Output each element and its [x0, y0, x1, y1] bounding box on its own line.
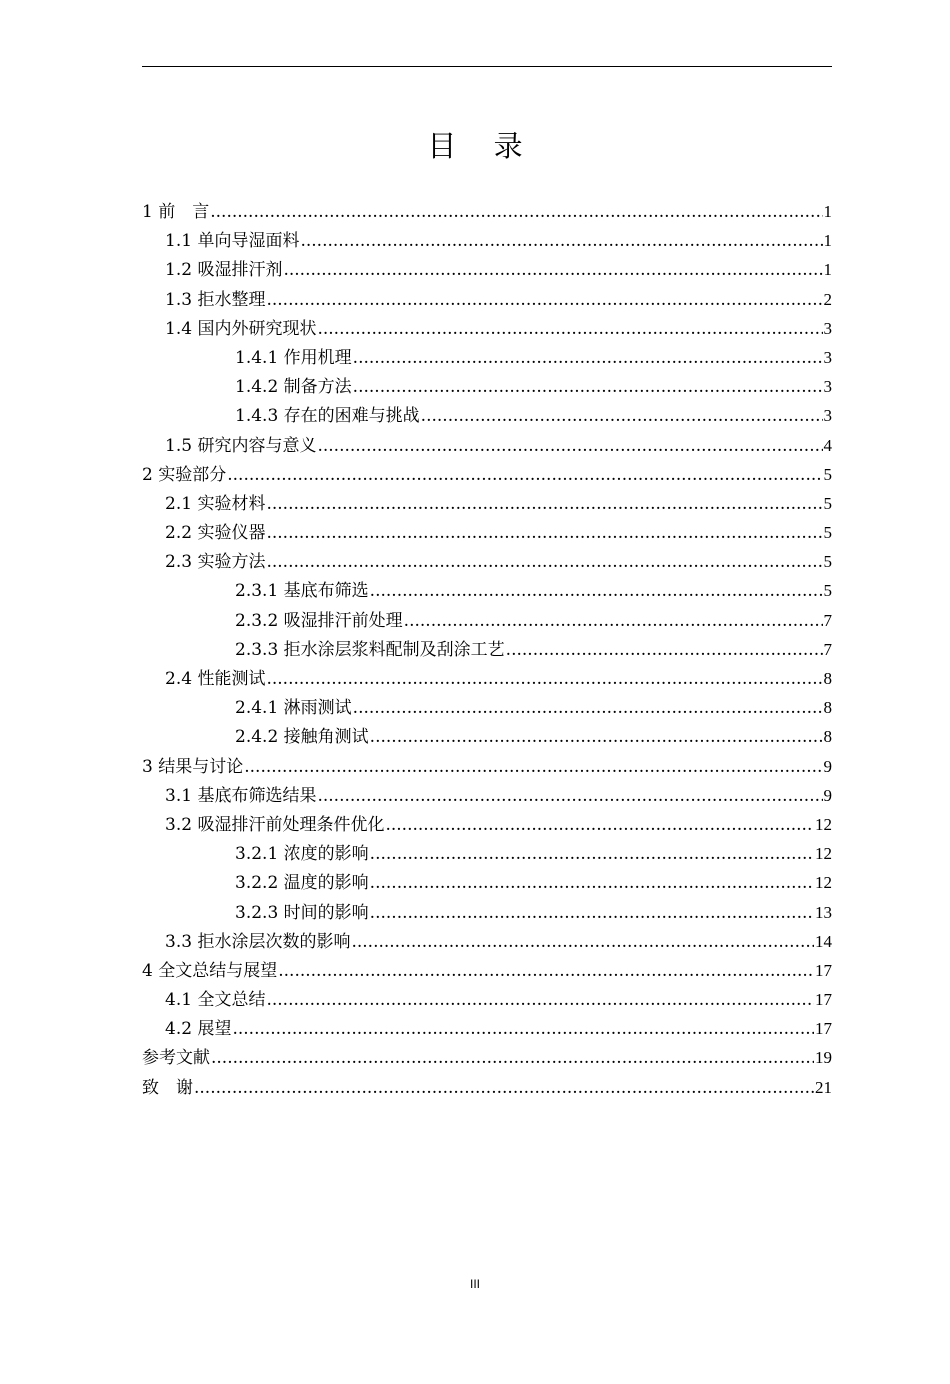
toc-entry-label: 1.4 国内外研究现状: [165, 318, 317, 339]
toc-entry-page: 12: [815, 814, 832, 834]
toc-entry-label: 2.3.2 吸湿排汗前处理: [235, 610, 403, 631]
toc-entry[interactable]: [142, 781, 832, 810]
toc-dot-leader: [266, 286, 822, 315]
toc-entry-label: 2.4 性能测试: [165, 669, 266, 689]
toc-dot-leader: [300, 227, 822, 256]
toc-dot-leader: [317, 432, 822, 461]
toc-entry[interactable]: [142, 635, 832, 664]
toc-entry[interactable]: [142, 285, 832, 314]
toc-entry-label: 3.1 基底布筛选结果: [165, 785, 317, 806]
toc-entry-label: 1.2 吸湿排汗剂: [165, 260, 283, 281]
toc-entry[interactable]: [142, 518, 832, 547]
toc-entry-label: 2.1 实验材料: [165, 493, 266, 514]
toc-entry[interactable]: [142, 1043, 832, 1072]
toc-entry-page: 5: [823, 464, 832, 484]
toc-entry[interactable]: [142, 664, 832, 693]
toc-entry[interactable]: [142, 956, 832, 985]
toc-dot-leader: [266, 665, 822, 694]
toc-entry-page: 3: [823, 347, 832, 367]
toc-entry-page: 7: [823, 639, 832, 659]
toc-dot-leader: [351, 928, 814, 957]
toc-entry-label: 4.2 展望: [165, 1019, 232, 1040]
toc-entry-page: 1: [823, 202, 832, 221]
toc-entry[interactable]: [142, 489, 832, 518]
toc-entry-label: 4 全文总结与展望: [142, 960, 278, 981]
toc-entry-label: 3.2.1 浓度的影响: [235, 844, 369, 865]
toc-entry[interactable]: [142, 693, 832, 722]
toc-entry-page: 17: [815, 960, 832, 980]
toc-entry[interactable]: [142, 255, 832, 284]
toc-entry-page: 1: [823, 231, 832, 251]
toc-dot-leader: [317, 315, 822, 344]
toc-entry[interactable]: [142, 1014, 832, 1043]
toc-entry-label: 1.3 拒水整理: [165, 289, 266, 310]
toc-entry-label: 2.3 实验方法: [165, 552, 266, 573]
toc-dot-leader: [370, 723, 823, 752]
toc-entry-page: 5: [823, 581, 832, 601]
toc-entry-page: 2: [823, 289, 832, 309]
toc-entry-label: 参考文献: [142, 1048, 210, 1069]
toc-entry[interactable]: [142, 898, 832, 927]
toc-entry-label: 3 结果与讨论: [142, 756, 244, 777]
toc-entry-label: 2.2 实验仪器: [165, 523, 266, 544]
toc-dot-leader: [506, 636, 823, 665]
toc-entry[interactable]: [142, 401, 832, 430]
toc-entry[interactable]: [142, 839, 832, 868]
toc-entry-page: 7: [823, 610, 832, 630]
toc-dot-leader: [266, 986, 814, 1015]
toc-dot-leader: [353, 344, 823, 373]
toc-entry-page: 5: [823, 552, 832, 572]
toc-entry-page: 13: [815, 902, 832, 922]
toc-entry-label: 2.4.2 接触角测试: [235, 727, 369, 748]
toc-entry[interactable]: [142, 314, 832, 343]
toc-entry[interactable]: [142, 606, 832, 635]
toc-entry[interactable]: [142, 1073, 832, 1102]
toc-entry-label: 致 谢: [142, 1077, 193, 1098]
toc-entry-page: 1: [823, 260, 832, 280]
toc-dot-leader: [232, 1015, 814, 1044]
toc-entry-label: 1.1 单向导湿面料: [165, 231, 300, 252]
toc-dot-leader: [353, 694, 823, 723]
toc-entry-page: 19: [815, 1048, 832, 1068]
toc-entry-label: 1.4.3 存在的困难与挑战: [235, 406, 420, 427]
toc-entry[interactable]: [142, 576, 832, 605]
toc-dot-leader: [227, 461, 822, 490]
toc-entry[interactable]: [142, 985, 832, 1014]
toc-dot-leader: [211, 1044, 814, 1073]
toc-entry-page: 12: [815, 844, 832, 864]
toc-dot-leader: [370, 577, 823, 606]
toc-entry-page: 3: [823, 377, 832, 397]
header-rule: [142, 66, 832, 67]
toc-entry-label: 2.3.1 基底布筛选: [235, 581, 369, 602]
toc-dot-leader: [194, 1074, 814, 1103]
toc-dot-leader: [266, 519, 822, 548]
toc-entry-label: 1 前 言: [142, 202, 210, 222]
toc-entry-page: 5: [823, 523, 832, 543]
toc-entry-label: 2 实验部分: [142, 464, 227, 485]
toc-entry-page: 17: [815, 1019, 832, 1039]
toc-entry-page: 8: [823, 698, 832, 718]
toc-entry-label: 3.2.3 时间的影响: [235, 902, 369, 923]
toc-dot-leader: [317, 782, 822, 811]
toc-entry-label: 2.4.1 淋雨测试: [235, 698, 352, 719]
toc-entry-label: 2.3.3 拒水涂层浆料配制及刮涂工艺: [235, 639, 505, 660]
toc-entry[interactable]: [142, 343, 832, 372]
toc-dot-leader: [244, 753, 822, 782]
toc-dot-leader: [404, 607, 823, 636]
toc-entry-page: 5: [823, 493, 832, 513]
toc-dot-leader: [353, 373, 823, 402]
toc-entry-page: 8: [823, 727, 832, 747]
toc-dot-leader: [385, 811, 814, 840]
toc-dot-leader: [210, 198, 822, 227]
toc-entry-page: 12: [815, 873, 832, 893]
toc-entry[interactable]: [142, 226, 832, 255]
toc-entry[interactable]: [142, 752, 832, 781]
toc-dot-leader: [370, 899, 814, 928]
toc-entry[interactable]: [142, 197, 832, 226]
toc-dot-leader: [266, 548, 822, 577]
toc-entry[interactable]: [142, 722, 832, 751]
toc-entry[interactable]: [142, 372, 832, 401]
toc-entry[interactable]: [142, 868, 832, 897]
toc-entry-page: 21: [815, 1077, 832, 1097]
toc-entry-label: 3.3 拒水涂层次数的影响: [165, 931, 351, 952]
toc-entry[interactable]: [142, 547, 832, 576]
toc-entry-page: 14: [815, 931, 832, 951]
toc-entry-label: 3.2.2 温度的影响: [235, 873, 369, 894]
toc-entry-page: 9: [823, 785, 832, 805]
page-number: III: [469, 1277, 480, 1291]
toc-entry-page: 3: [823, 406, 832, 426]
toc-entry-label: 4.1 全文总结: [165, 990, 266, 1011]
page-title: 目 录: [427, 129, 537, 163]
toc-entry[interactable]: [142, 460, 832, 489]
toc-entry-page: 4: [823, 435, 832, 455]
toc-entry-label: 1.4.1 作用机理: [235, 347, 352, 368]
toc-dot-leader: [283, 256, 822, 285]
toc-dot-leader: [421, 402, 823, 431]
toc-entry-page: 9: [823, 756, 832, 776]
toc-entry-label: 3.2 吸湿排汗前处理条件优化: [165, 814, 385, 835]
table-of-contents: [142, 197, 832, 1102]
toc-entry-page: 17: [815, 990, 832, 1010]
toc-dot-leader: [370, 869, 814, 898]
toc-entry[interactable]: [142, 927, 832, 956]
toc-dot-leader: [278, 957, 814, 986]
toc-entry-page: 8: [823, 669, 832, 688]
toc-entry-label: 1.5 研究内容与意义: [165, 435, 317, 456]
toc-entry[interactable]: [142, 431, 832, 460]
toc-entry-label: 1.4.2 制备方法: [235, 377, 352, 398]
toc-dot-leader: [370, 840, 814, 869]
toc-entry-page: 3: [823, 318, 832, 338]
toc-dot-leader: [266, 490, 822, 519]
toc-entry[interactable]: [142, 810, 832, 839]
